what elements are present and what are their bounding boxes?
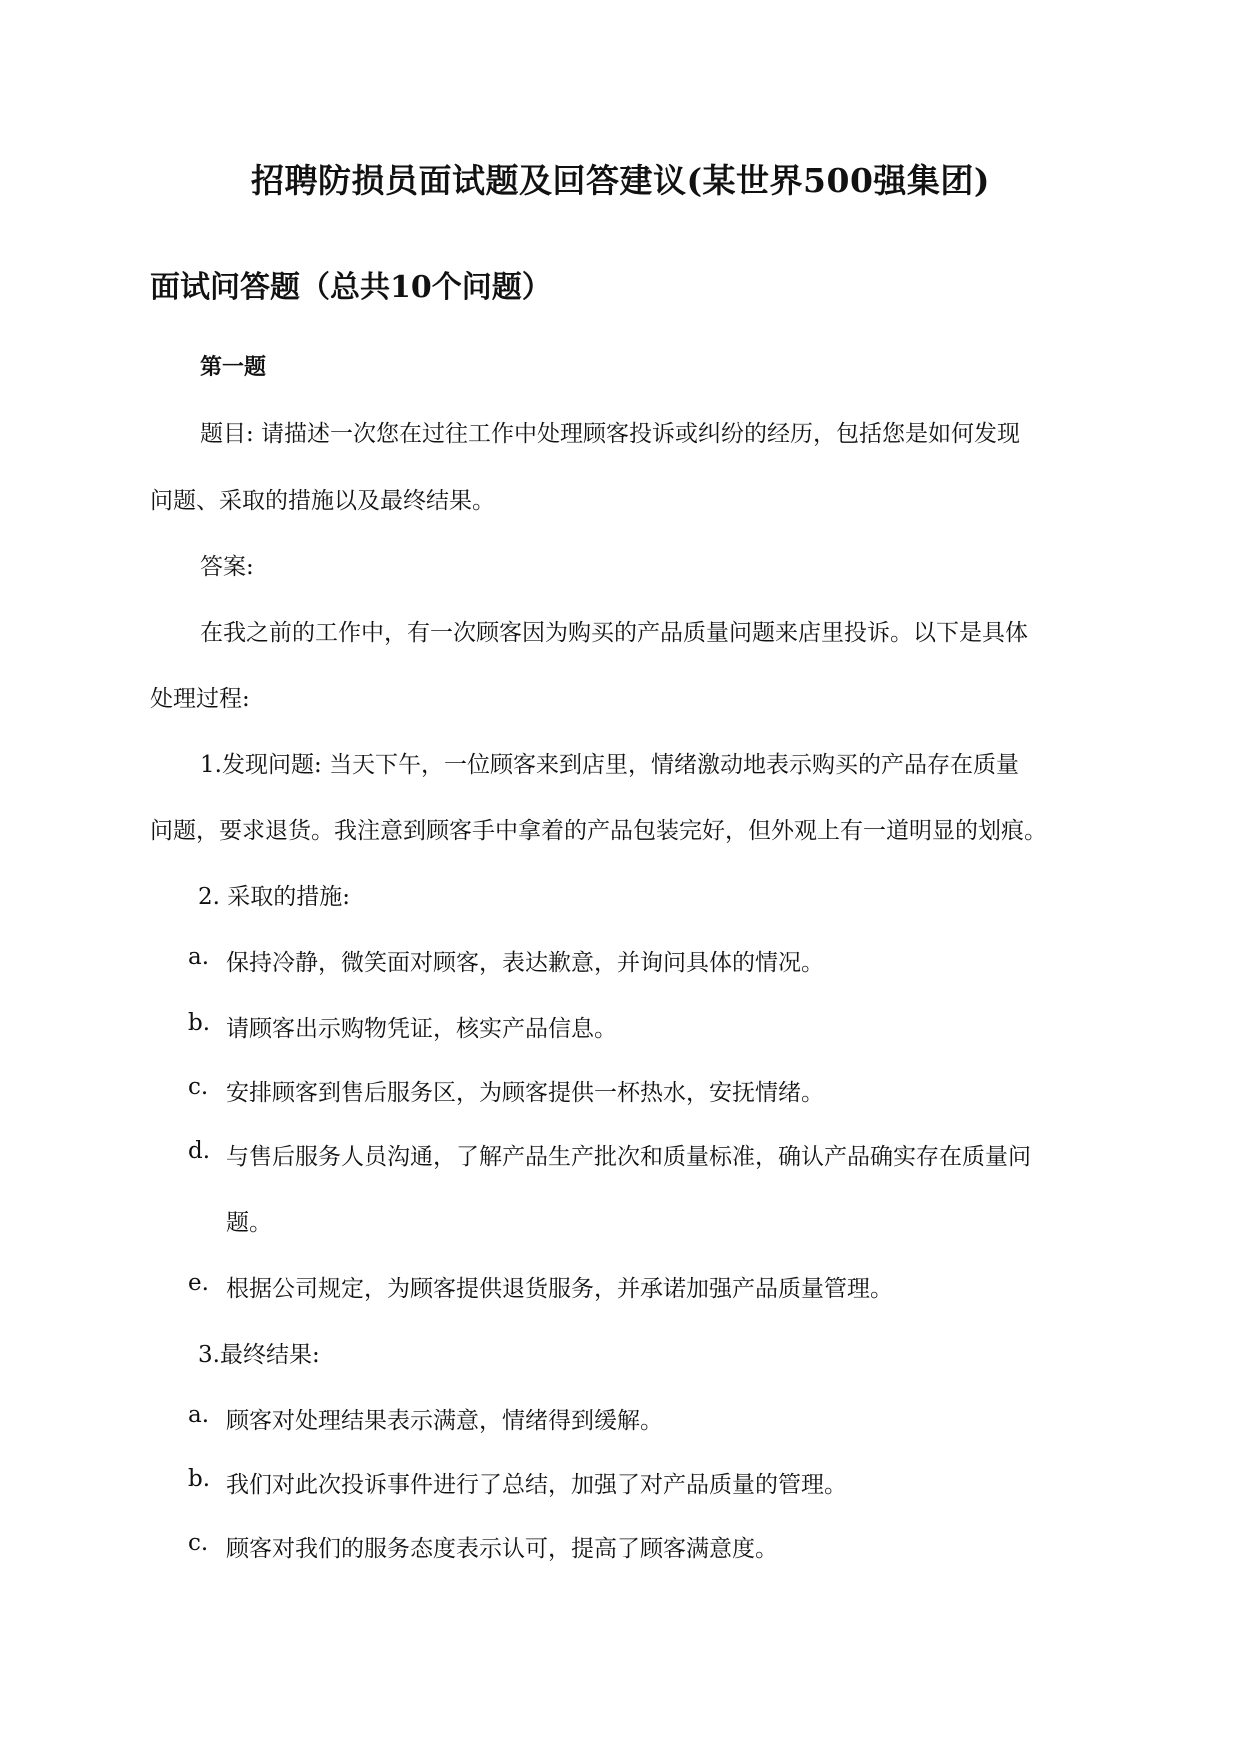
list-marker: e. <box>188 1270 209 1296</box>
list-text: 与售后服务人员沟通，了解产品生产批次和质量标准，确认产品确实存在质量问 <box>226 1144 1031 1170</box>
answer-label: 答案: <box>200 554 254 580</box>
list-marker: b. <box>188 1466 211 1492</box>
list-marker: c. <box>188 1530 209 1556</box>
list-text: 保持冷静，微笑面对顾客，表达歉意，并询问具体的情况。 <box>226 950 824 976</box>
list-text: 安排顾客到售后服务区，为顾客提供一杯热水，安抚情绪。 <box>226 1080 824 1106</box>
list-text: 我们对此次投诉事件进行了总结，加强了对产品质量的管理。 <box>226 1472 847 1498</box>
list-marker: a. <box>188 944 210 970</box>
list-text: 顾客对处理结果表示满意，情绪得到缓解。 <box>226 1408 663 1434</box>
list-text: 请顾客出示购物凭证，核实产品信息。 <box>226 1016 617 1042</box>
list-marker: b. <box>188 1010 211 1036</box>
question-text-line-1: 题目: 请描述一次您在过往工作中处理顾客投诉或纠纷的经历，包括您是如何发现 <box>200 421 1021 447</box>
list-text: 根据公司规定，为顾客提供退货服务，并承诺加强产品质量管理。 <box>226 1276 893 1302</box>
step2-heading: 2. 采取的措施: <box>198 884 351 910</box>
document-title: 招聘防损员面试题及回答建议(某世界500强集团) <box>250 161 991 200</box>
question-heading: 第一题 <box>200 354 267 380</box>
step1-line-2: 问题，要求退货。我注意到顾客手中拿着的产品包装完好，但外观上有一道明显的划痕。 <box>150 818 1047 844</box>
step1-line-1: 1.发现问题: 当天下午，一位顾客来到店里，情绪激动地表示购买的产品存在质量 <box>200 752 1020 778</box>
list-marker: a. <box>188 1402 210 1428</box>
list-text: 顾客对我们的服务态度表示认可，提高了顾客满意度。 <box>226 1536 778 1562</box>
list-text-continuation: 题。 <box>226 1210 272 1236</box>
question-text-line-2: 问题、采取的措施以及最终结果。 <box>150 488 495 514</box>
list-marker: d. <box>188 1138 211 1164</box>
answer-intro-line-1: 在我之前的工作中，有一次顾客因为购买的产品质量问题来店里投诉。以下是具体 <box>200 620 1028 646</box>
answer-intro-line-2: 处理过程: <box>150 686 250 712</box>
list-marker: c. <box>188 1074 209 1100</box>
section-heading: 面试问答题（总共10个问题） <box>150 270 552 305</box>
step3-heading: 3.最终结果: <box>198 1342 320 1368</box>
